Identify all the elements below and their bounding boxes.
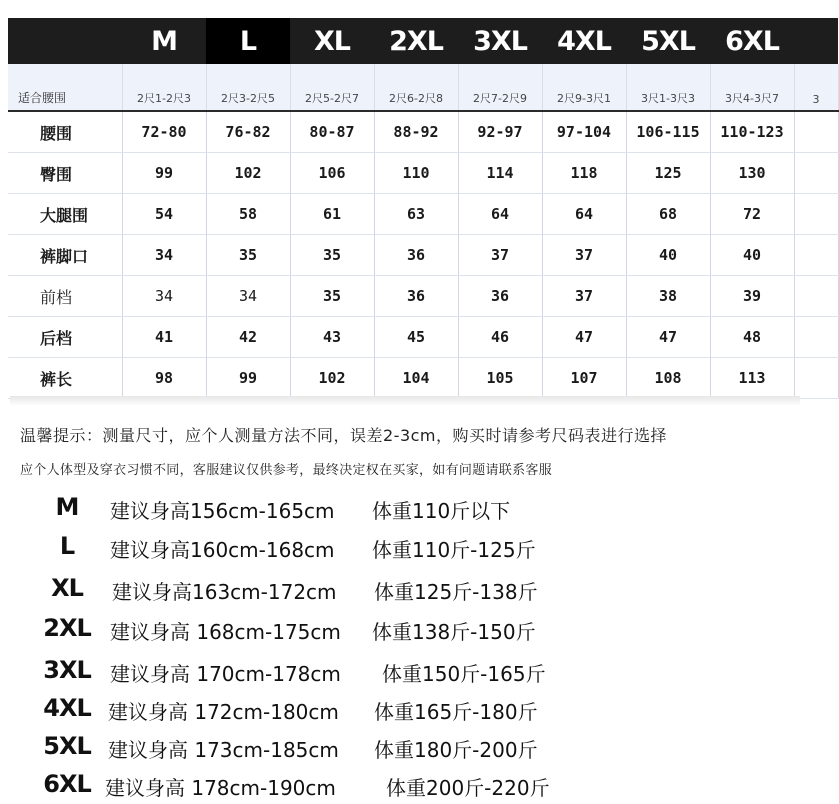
recommendation-height: 建议身高163cm-172cm [112,580,337,604]
row-label: 裤脚口 [8,235,122,276]
table-cell: 58 [206,194,290,235]
table-cell: 35 [290,235,374,276]
recommendation-size: L [59,532,75,560]
waist-fit-cell: 2尺5-2尺7 [290,64,374,111]
recommendation-size: 4XL [43,694,91,722]
recommendation-weight: 体重180斤-200斤 [374,738,538,762]
table-cell [794,153,838,194]
size-header-6xl: 6XL [710,18,794,64]
recommendation-weight: 体重110斤以下 [372,499,511,523]
header-blank-cell [8,18,122,64]
row-label: 大腿围 [8,194,122,235]
recommendation-size: 5XL [43,732,91,760]
recommendation-size: 2XL [43,614,91,642]
table-cell: 46 [458,317,542,358]
size-header-xl: XL [290,18,374,64]
table-cell: 36 [374,235,458,276]
recommendation-weight: 体重165斤-180斤 [374,700,538,724]
recommendation-size: M [55,493,79,521]
table-shadow [10,396,800,406]
table-cell [794,235,838,276]
recommendation-weight: 体重138斤-150斤 [372,620,536,644]
table-cell: 105 [458,358,542,399]
recommendation-row [0,530,800,566]
table-cell [794,194,838,235]
header-blank-cell [794,18,838,64]
tip-line-1: 温馨提示：测量尺寸，应个人测量方法不同，误差2-3cm，购买时请参考尺码表进行选择 [20,426,668,445]
row-label: 后档 [8,317,122,358]
waist-fit-cell: 3尺4-3尺7 [710,64,794,111]
recommendation-row [0,612,800,648]
table-cell: 34 [122,235,206,276]
table-cell: 37 [458,235,542,276]
waist-fit-cell: 2尺1-2尺3 [122,64,206,111]
waist-fit-label: 适合腰围 [8,64,122,111]
waist-fit-cell: 3 [794,64,838,111]
table-cell [794,317,838,358]
table-cell: 68 [626,194,710,235]
table-cell [794,111,838,153]
recommendation-row [0,768,800,804]
table-row [8,153,838,194]
table-cell [794,358,838,399]
table-row [8,317,838,358]
table-cell: 125 [626,153,710,194]
table-row [8,111,838,153]
waist-fit-cell: 2尺9-3尺1 [542,64,626,111]
table-cell: 76-82 [206,111,290,153]
size-header-3xl: 3XL [458,18,542,64]
table-row [8,194,838,235]
recommendation-size: XL [51,574,83,602]
table-cell: 110-123 [710,111,794,153]
table-cell: 64 [542,194,626,235]
table-row [8,358,838,399]
table-cell: 118 [542,153,626,194]
table-cell [794,276,838,317]
recommendation-height: 建议身高 168cm-175cm [110,620,341,644]
recommendation-weight: 体重125斤-138斤 [374,580,538,604]
size-header-2xl: 2XL [374,18,458,64]
size-header-l: L [206,18,290,64]
table-cell: 41 [122,317,206,358]
table-cell: 37 [542,235,626,276]
waist-fit-cell: 3尺1-3尺3 [626,64,710,111]
table-cell: 106-115 [626,111,710,153]
table-cell: 106 [290,153,374,194]
table-cell: 35 [290,276,374,317]
table-cell: 80-87 [290,111,374,153]
recommendation-height: 建议身高 172cm-180cm [108,700,339,724]
table-cell: 102 [290,358,374,399]
table-cell: 47 [542,317,626,358]
recommendation-size: 3XL [43,656,91,684]
recommendation-height: 建议身高 170cm-178cm [110,662,341,686]
waist-fit-cell: 2尺3-2尺5 [206,64,290,111]
size-header-4xl: 4XL [542,18,626,64]
table-cell: 72 [710,194,794,235]
recommendation-row [0,654,800,690]
table-cell: 108 [626,358,710,399]
table-cell: 40 [710,235,794,276]
waist-fit-row [8,64,838,111]
table-cell: 45 [374,317,458,358]
row-label: 前档 [8,276,122,317]
recommendation-row [0,572,800,608]
recommendation-height: 建议身高 178cm-190cm [105,776,336,800]
table-cell: 114 [458,153,542,194]
table-cell: 42 [206,317,290,358]
table-cell: 36 [374,276,458,317]
recommendation-height: 建议身高 173cm-185cm [108,738,339,762]
recommendation-height: 建议身高160cm-168cm [110,538,335,562]
table-cell: 107 [542,358,626,399]
table-cell: 37 [542,276,626,317]
row-label: 腰围 [8,111,122,153]
table-cell: 110 [374,153,458,194]
row-label: 臀围 [8,153,122,194]
size-chart-table [8,18,820,408]
table-cell: 64 [458,194,542,235]
table-cell: 63 [374,194,458,235]
waist-fit-cell: 2尺6-2尺8 [374,64,458,111]
size-table [8,18,839,399]
size-header-row [8,18,838,64]
table-cell: 34 [206,276,290,317]
recommendation-weight: 体重200斤-220斤 [386,776,550,800]
table-cell: 38 [626,276,710,317]
table-cell: 98 [122,358,206,399]
size-header-5xl: 5XL [626,18,710,64]
table-row [8,235,838,276]
waist-fit-cell: 2尺7-2尺9 [458,64,542,111]
table-cell: 43 [290,317,374,358]
table-cell: 104 [374,358,458,399]
table-cell: 130 [710,153,794,194]
recommendation-size: 6XL [43,770,91,798]
table-cell: 48 [710,317,794,358]
table-cell: 88-92 [374,111,458,153]
recommendation-weight: 体重110斤-125斤 [372,538,536,562]
table-cell: 92-97 [458,111,542,153]
table-cell: 34 [122,276,206,317]
table-cell: 97-104 [542,111,626,153]
table-cell: 47 [626,317,710,358]
table-cell: 102 [206,153,290,194]
recommendation-row [0,491,800,527]
table-cell: 35 [206,235,290,276]
table-cell: 61 [290,194,374,235]
recommendation-height: 建议身高156cm-165cm [110,499,335,523]
table-cell: 54 [122,194,206,235]
table-cell: 40 [626,235,710,276]
recommendation-row [0,692,800,728]
table-cell: 72-80 [122,111,206,153]
tip-line-2: 应个人体型及穿衣习惯不同，客服建议仅供参考，最终决定权在买家，如有问题请联系客服 [20,463,553,478]
table-row [8,276,838,317]
size-header-m: M [122,18,206,64]
table-cell: 39 [710,276,794,317]
table-cell: 99 [206,358,290,399]
table-cell: 36 [458,276,542,317]
table-cell: 113 [710,358,794,399]
table-cell: 99 [122,153,206,194]
recommendation-weight: 体重150斤-165斤 [382,662,546,686]
recommendation-row [0,730,800,766]
row-label: 裤长 [8,358,122,399]
